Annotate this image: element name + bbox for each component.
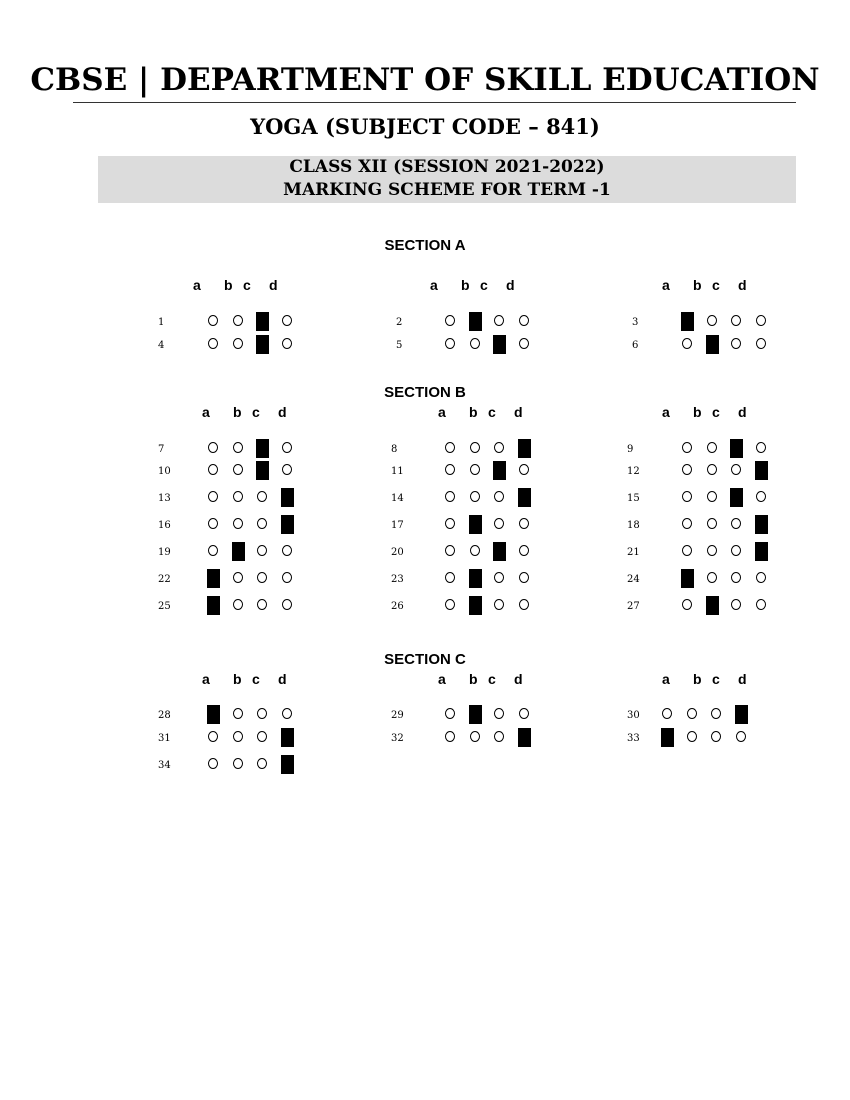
answer-bubble-filled: [469, 569, 482, 588]
question-number: 11: [391, 466, 404, 477]
answer-bubble-empty: [445, 315, 455, 326]
question-number: 16: [158, 520, 171, 531]
answer-bubble-empty: [282, 545, 292, 556]
marking-scheme-line: MARKING SCHEME FOR TERM -1: [283, 180, 611, 200]
option-header-a: a: [438, 671, 446, 687]
question-number: 17: [391, 520, 404, 531]
answer-bubble-filled: [661, 728, 674, 747]
question-number: 14: [391, 493, 404, 504]
question-number: 6: [632, 340, 639, 351]
answer-bubble-empty: [257, 572, 267, 583]
option-header-c: c: [712, 404, 720, 420]
answer-bubble-empty: [687, 731, 697, 742]
option-header-d: d: [278, 404, 287, 420]
question-number: 15: [627, 493, 640, 504]
answer-bubble-filled: [256, 335, 269, 354]
answer-bubble-empty: [257, 518, 267, 529]
section-title: SECTION B: [384, 384, 466, 401]
answer-bubble-empty: [470, 338, 480, 349]
answer-bubble-empty: [445, 442, 455, 453]
answer-bubble-filled: [755, 515, 768, 534]
option-header-a: a: [662, 671, 670, 687]
answer-bubble-empty: [494, 315, 504, 326]
option-header-a: a: [193, 277, 201, 293]
answer-bubble-empty: [445, 545, 455, 556]
answer-bubble-empty: [445, 464, 455, 475]
answer-bubble-empty: [257, 545, 267, 556]
answer-bubble-empty: [233, 572, 243, 583]
answer-bubble-filled: [681, 312, 694, 331]
answer-bubble-filled: [232, 542, 245, 561]
option-header-b: b: [693, 671, 702, 687]
answer-bubble-filled: [706, 596, 719, 615]
answer-bubble-filled: [681, 569, 694, 588]
answer-bubble-empty: [731, 599, 741, 610]
answer-bubble-empty: [470, 491, 480, 502]
answer-bubble-empty: [233, 708, 243, 719]
question-number: 30: [627, 710, 640, 721]
answer-bubble-empty: [682, 491, 692, 502]
answer-bubble-empty: [257, 731, 267, 742]
answer-bubble-empty: [731, 572, 741, 583]
answer-bubble-empty: [731, 518, 741, 529]
option-header-d: d: [514, 404, 523, 420]
answer-bubble-filled: [518, 439, 531, 458]
section-title: SECTION A: [384, 237, 466, 254]
answer-bubble-empty: [282, 464, 292, 475]
answer-bubble-filled: [256, 312, 269, 331]
answer-bubble-empty: [756, 491, 766, 502]
option-header-c: c: [252, 404, 260, 420]
question-number: 3: [632, 317, 639, 328]
title-underline: [73, 102, 796, 103]
option-header-d: d: [514, 671, 523, 687]
answer-bubble-empty: [682, 599, 692, 610]
option-header-b: b: [233, 404, 242, 420]
answer-bubble-empty: [445, 599, 455, 610]
option-header-b: b: [233, 671, 242, 687]
answer-bubble-empty: [756, 338, 766, 349]
answer-bubble-empty: [707, 442, 717, 453]
subject-heading: YOGA (SUBJECT CODE – 841): [250, 114, 600, 139]
answer-bubble-filled: [207, 569, 220, 588]
option-header-c: c: [488, 671, 496, 687]
question-number: 24: [627, 574, 640, 585]
question-number: 19: [158, 547, 171, 558]
option-header-b: b: [461, 277, 470, 293]
question-number: 25: [158, 601, 171, 612]
question-number: 5: [396, 340, 403, 351]
option-header-d: d: [738, 277, 747, 293]
answer-bubble-empty: [470, 464, 480, 475]
answer-bubble-empty: [208, 758, 218, 769]
answer-bubble-empty: [494, 491, 504, 502]
answer-bubble-empty: [208, 545, 218, 556]
answer-bubble-filled: [735, 705, 748, 724]
answer-bubble-filled: [518, 728, 531, 747]
answer-bubble-empty: [445, 572, 455, 583]
section-title: SECTION C: [384, 651, 466, 668]
question-number: 9: [627, 444, 634, 455]
answer-bubble-empty: [519, 545, 529, 556]
option-header-a: a: [438, 404, 446, 420]
answer-bubble-empty: [687, 708, 697, 719]
answer-bubble-filled: [207, 705, 220, 724]
answer-bubble-empty: [282, 599, 292, 610]
answer-bubble-filled: [518, 488, 531, 507]
answer-bubble-empty: [208, 731, 218, 742]
answer-bubble-filled: [469, 515, 482, 534]
answer-bubble-empty: [470, 545, 480, 556]
question-number: 32: [391, 733, 404, 744]
option-header-b: b: [693, 404, 702, 420]
answer-bubble-empty: [445, 491, 455, 502]
option-header-b: b: [469, 671, 478, 687]
answer-bubble-empty: [731, 338, 741, 349]
answer-bubble-empty: [282, 572, 292, 583]
option-header-a: a: [202, 671, 210, 687]
question-number: 7: [158, 444, 165, 455]
question-number: 26: [391, 601, 404, 612]
answer-bubble-empty: [519, 464, 529, 475]
answer-bubble-empty: [756, 442, 766, 453]
question-number: 18: [627, 520, 640, 531]
question-number: 8: [391, 444, 398, 455]
answer-bubble-empty: [282, 315, 292, 326]
question-number: 28: [158, 710, 171, 721]
answer-bubble-empty: [208, 315, 218, 326]
option-header-c: c: [712, 277, 720, 293]
answer-bubble-empty: [470, 731, 480, 742]
answer-bubble-empty: [208, 338, 218, 349]
answer-bubble-filled: [493, 461, 506, 480]
answer-bubble-empty: [233, 731, 243, 742]
option-header-a: a: [430, 277, 438, 293]
answer-bubble-filled: [281, 728, 294, 747]
option-header-c: c: [712, 671, 720, 687]
answer-bubble-empty: [682, 464, 692, 475]
answer-bubble-empty: [711, 708, 721, 719]
answer-bubble-empty: [445, 731, 455, 742]
answer-bubble-empty: [257, 708, 267, 719]
answer-bubble-filled: [493, 542, 506, 561]
answer-bubble-empty: [282, 442, 292, 453]
answer-bubble-empty: [711, 731, 721, 742]
document-title: CBSE | DEPARTMENT OF SKILL EDUCATION: [30, 62, 820, 98]
answer-bubble-filled: [256, 439, 269, 458]
answer-bubble-empty: [707, 572, 717, 583]
answer-bubble-empty: [445, 518, 455, 529]
answer-bubble-empty: [233, 315, 243, 326]
answer-bubble-empty: [494, 518, 504, 529]
answer-bubble-empty: [519, 599, 529, 610]
option-header-b: b: [693, 277, 702, 293]
answer-bubble-filled: [730, 439, 743, 458]
answer-bubble-empty: [707, 315, 717, 326]
question-number: 10: [158, 466, 171, 477]
answer-bubble-filled: [469, 312, 482, 331]
answer-bubble-empty: [445, 338, 455, 349]
class-session-line: CLASS XII (SESSION 2021-2022): [289, 157, 605, 177]
answer-bubble-empty: [519, 572, 529, 583]
answer-bubble-empty: [208, 518, 218, 529]
option-header-d: d: [269, 277, 278, 293]
answer-bubble-empty: [257, 599, 267, 610]
answer-bubble-empty: [682, 518, 692, 529]
answer-bubble-empty: [731, 464, 741, 475]
answer-bubble-empty: [470, 442, 480, 453]
question-number: 12: [627, 466, 640, 477]
question-number: 29: [391, 710, 404, 721]
question-number: 13: [158, 493, 171, 504]
answer-bubble-empty: [494, 731, 504, 742]
answer-bubble-filled: [493, 335, 506, 354]
option-header-d: d: [278, 671, 287, 687]
answer-bubble-empty: [707, 464, 717, 475]
option-header-d: d: [738, 404, 747, 420]
answer-bubble-filled: [469, 596, 482, 615]
answer-bubble-filled: [207, 596, 220, 615]
option-header-c: c: [488, 404, 496, 420]
answer-bubble-empty: [233, 338, 243, 349]
answer-bubble-empty: [682, 338, 692, 349]
answer-bubble-empty: [233, 442, 243, 453]
answer-bubble-empty: [519, 518, 529, 529]
answer-bubble-empty: [682, 545, 692, 556]
answer-bubble-empty: [707, 491, 717, 502]
answer-bubble-empty: [208, 442, 218, 453]
question-number: 33: [627, 733, 640, 744]
answer-bubble-empty: [494, 442, 504, 453]
answer-bubble-empty: [736, 731, 746, 742]
question-number: 21: [627, 547, 640, 558]
option-header-a: a: [662, 277, 670, 293]
answer-bubble-empty: [731, 315, 741, 326]
answer-bubble-empty: [494, 599, 504, 610]
question-number: 23: [391, 574, 404, 585]
answer-bubble-empty: [662, 708, 672, 719]
question-number: 34: [158, 760, 171, 771]
question-number: 22: [158, 574, 171, 585]
answer-bubble-empty: [494, 708, 504, 719]
answer-bubble-empty: [731, 545, 741, 556]
answer-bubble-filled: [706, 335, 719, 354]
answer-bubble-empty: [519, 708, 529, 719]
question-number: 2: [396, 317, 403, 328]
answer-bubble-empty: [257, 491, 267, 502]
option-header-c: c: [480, 277, 488, 293]
question-number: 4: [158, 340, 165, 351]
answer-bubble-empty: [682, 442, 692, 453]
question-number: 20: [391, 547, 404, 558]
answer-bubble-empty: [756, 599, 766, 610]
answer-bubble-empty: [233, 464, 243, 475]
question-number: 31: [158, 733, 171, 744]
option-header-b: b: [224, 277, 233, 293]
option-header-c: c: [243, 277, 251, 293]
answer-bubble-empty: [494, 572, 504, 583]
answer-bubble-filled: [469, 705, 482, 724]
answer-bubble-empty: [707, 545, 717, 556]
session-banner: [98, 156, 796, 203]
answer-bubble-filled: [730, 488, 743, 507]
question-number: 1: [158, 317, 165, 328]
answer-bubble-empty: [282, 708, 292, 719]
answer-bubble-filled: [281, 488, 294, 507]
answer-bubble-filled: [281, 755, 294, 774]
option-header-d: d: [738, 671, 747, 687]
option-header-c: c: [252, 671, 260, 687]
answer-bubble-empty: [233, 518, 243, 529]
answer-bubble-empty: [756, 315, 766, 326]
answer-bubble-empty: [756, 572, 766, 583]
answer-bubble-empty: [282, 338, 292, 349]
answer-bubble-empty: [519, 315, 529, 326]
answer-bubble-empty: [233, 599, 243, 610]
answer-bubble-empty: [445, 708, 455, 719]
answer-bubble-filled: [755, 461, 768, 480]
option-header-a: a: [202, 404, 210, 420]
answer-bubble-empty: [233, 758, 243, 769]
answer-bubble-empty: [257, 758, 267, 769]
question-number: 27: [627, 601, 640, 612]
answer-bubble-empty: [233, 491, 243, 502]
option-header-b: b: [469, 404, 478, 420]
answer-bubble-empty: [208, 464, 218, 475]
answer-bubble-empty: [208, 491, 218, 502]
answer-bubble-filled: [256, 461, 269, 480]
answer-bubble-filled: [281, 515, 294, 534]
answer-bubble-empty: [707, 518, 717, 529]
answer-bubble-empty: [519, 338, 529, 349]
option-header-d: d: [506, 277, 515, 293]
answer-bubble-filled: [755, 542, 768, 561]
option-header-a: a: [662, 404, 670, 420]
